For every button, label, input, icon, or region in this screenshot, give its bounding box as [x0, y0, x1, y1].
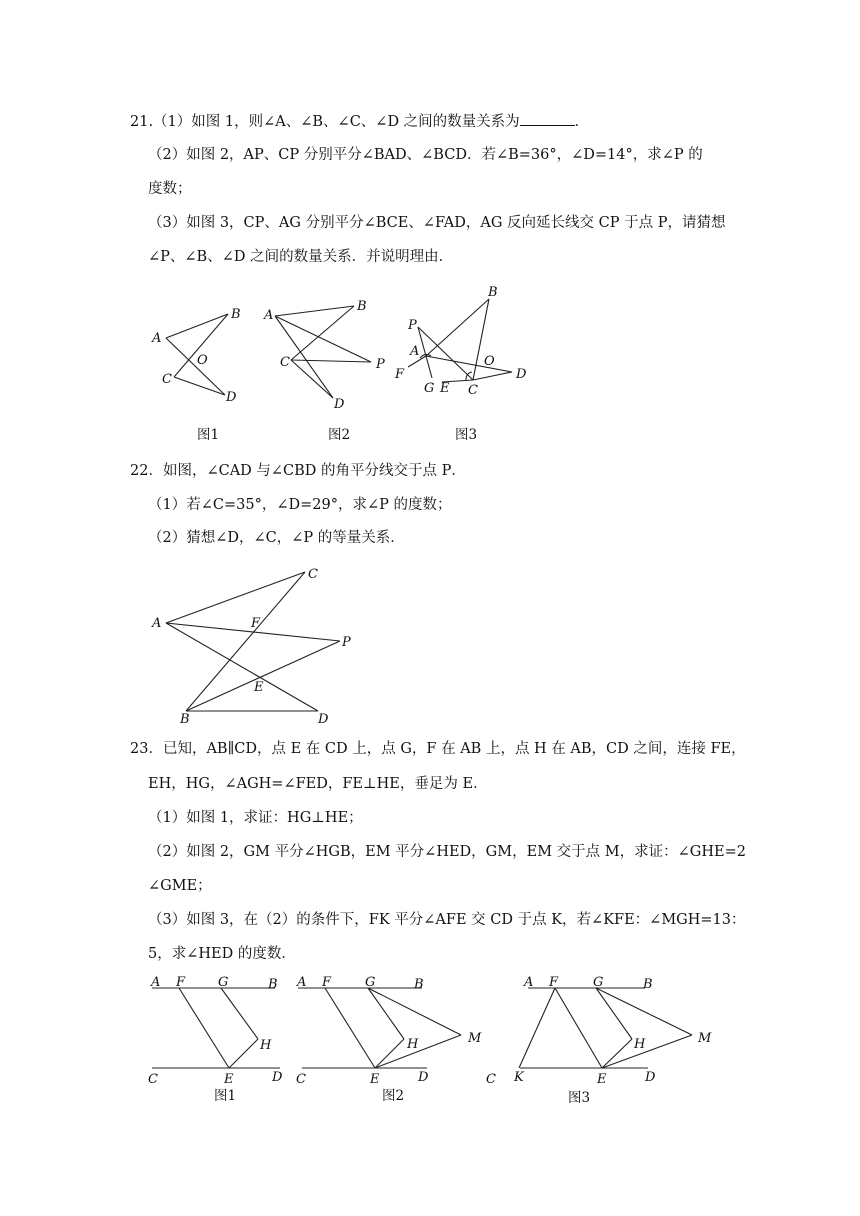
caption-fig1: 图1 [197, 427, 220, 443]
label-M: M [468, 1031, 482, 1046]
caption-fig2: 图2 [328, 427, 351, 443]
segment-GM [596, 988, 692, 1035]
label-C: C [148, 1072, 158, 1087]
label-H: H [260, 1038, 272, 1053]
label-A: A [152, 616, 162, 631]
label-B: B [180, 712, 190, 727]
label-D: D [318, 712, 329, 727]
q21-line-1: 21.（1）如图 1，则∠A、∠B、∠C、∠D 之间的数量关系为 ． [130, 111, 589, 132]
label-E: E [597, 1072, 607, 1087]
label-D: D [226, 390, 237, 405]
label-O: O [197, 353, 208, 368]
q23-line-3: （1）如图 1，求证：HG⊥HE； [148, 810, 363, 826]
q22-line-3: （2）猜想∠D，∠C，∠P 的等量关系． [148, 530, 405, 546]
label-G: G [593, 975, 604, 990]
q23-line-7: 5，求∠HED 的度数． [148, 946, 296, 962]
label-A: A [524, 975, 534, 990]
label-A: A [151, 975, 161, 990]
label-P: P [342, 635, 351, 650]
label-G: G [365, 975, 376, 990]
label-A: A [297, 975, 307, 990]
label-B: B [268, 977, 278, 992]
segment-GH [596, 988, 632, 1039]
label-C: C [468, 383, 478, 398]
segment-EM [602, 1035, 692, 1068]
segment-FK [519, 988, 555, 1068]
label-O: O [484, 354, 495, 369]
label-D: D [516, 367, 527, 382]
label-F: F [251, 616, 261, 631]
label-H: H [634, 1037, 646, 1052]
q23-line-2: EH，HG，∠AGH=∠FED，FE⊥HE，垂足为 E． [148, 776, 488, 792]
q23-line-4: （2）如图 2，GM 平分∠HGB，EM 平分∠HED，GM，EM 交于点 M，求证：∠GHE=2 [148, 844, 746, 860]
label-B: B [231, 307, 241, 322]
label-F: F [395, 367, 405, 382]
label-B: B [643, 977, 653, 992]
label-D: D [645, 1070, 656, 1085]
label-A: A [152, 331, 162, 346]
label-E: E [254, 680, 264, 695]
label-C: C [486, 1072, 496, 1087]
label-G: G [218, 975, 229, 990]
label-M: M [698, 1031, 712, 1046]
label-D: D [418, 1070, 429, 1085]
label-E: E [370, 1072, 380, 1087]
q22-line-1: 22．如图，∠CAD 与∠CBD 的角平分线交于点 P． [130, 463, 466, 479]
label-P: P [376, 357, 385, 372]
label-K: K [514, 1070, 524, 1085]
label-D: D [334, 397, 345, 412]
label-E: E [440, 381, 450, 396]
q21-line-3: 度数； [148, 181, 192, 197]
q21-line-2: （2）如图 2，AP、CP 分别平分∠BAD、∠BCD．若∠B=36°，∠D=14°，求∠P 的 [148, 147, 703, 163]
q23-line-6: （3）如图 3，在（2）的条件下，FK 平分∠AFE 交 CD 于点 K，若∠KFE：∠MGH=13： [148, 912, 746, 928]
label-C: C [296, 1072, 306, 1087]
label-A: A [410, 344, 420, 359]
label-F: F [176, 975, 186, 990]
label-E: E [224, 1072, 234, 1087]
q23-line-5: ∠GME； [148, 878, 212, 894]
q23-line-1: 23．已知，AB∥CD，点 E 在 CD 上，点 G，F 在 AB 上，点 H 在 AB，CD 之间，连接 FE， [130, 741, 746, 757]
label-P: P [408, 318, 417, 333]
label-A: A [264, 308, 274, 323]
caption-fig3: 图3 [455, 427, 478, 443]
label-C: C [280, 355, 290, 370]
q21-line-4: （3）如图 3，CP、AG 分别平分∠BCE、∠FAD，AG 反向延长线交 CP 于点 P，请猜想 [148, 215, 726, 231]
label-C: C [162, 372, 172, 387]
q21-line-5: ∠P、∠B、∠D 之间的数量关系．并说明理由． [148, 249, 454, 265]
caption-fig2: 图2 [382, 1088, 405, 1104]
q22-line-2: （1）若∠C=35°，∠D=29°，求∠P 的度数； [148, 497, 452, 513]
label-F: F [549, 975, 559, 990]
caption-fig1: 图1 [214, 1088, 237, 1104]
segment-HE [602, 1039, 632, 1068]
label-G: G [424, 381, 435, 396]
segment-FE [555, 988, 602, 1068]
label-B: B [488, 285, 498, 300]
label-B: B [357, 299, 367, 314]
label-C: C [308, 567, 318, 582]
label-D: D [272, 1070, 283, 1085]
caption-fig3: 图3 [568, 1090, 591, 1106]
label-F: F [322, 975, 332, 990]
label-B: B [414, 977, 424, 992]
label-H: H [407, 1037, 419, 1052]
